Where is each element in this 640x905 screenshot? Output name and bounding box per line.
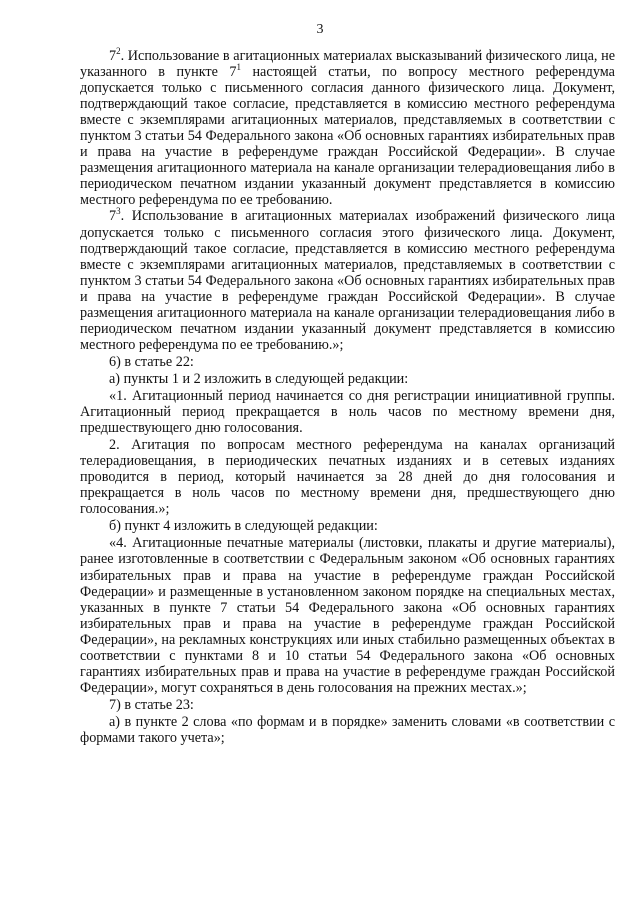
subpoint-6-article-22: 6) в статье 22: [109, 353, 194, 370]
clause-2-media-agitation: 2. Агитация по вопросам местного референдума на каналах организаций телерадиовещания, в периодических печатных изданиях и в сетевых изданиях проводится в период, который начинается за 28 дней до дня голосования и прекращается в ноль часов по местному времени дня, предшествующего дню голосования.»; [80, 437, 615, 518]
paragraph-text: . Использование в агитационных материалах высказываний физического лица, не указанного в пункте 7 [80, 48, 615, 81]
paragraph-number-superscript: 3 [116, 206, 121, 217]
paragraph-number: 7 [109, 208, 117, 225]
paragraph-number: 7 [109, 48, 117, 64]
subpoint-7-article-23: 7) в статье 23: [109, 696, 194, 713]
clause-4-printed-materials: «4. Агитационные печатные материалы (листовки, плакаты и другие материалы), ранее изготовленные в соответствии с Федеральным законом «Об основных гарантиях избирательных прав и права на участие в референдуме граждан Российской Федерации» и размещенные в установленном законом порядке на специальных местах, указанных в пункте 7 статьи 54 Федерального закона «Об основных гарантиях избирательных прав и права на участие в референдуме граждан Российской Федерации», на рекламных конструкциях или иных стабильно размещенных объектах в соответствии с пунктами 8 и 10 статьи 54 Федерального закона «Об основных гарантиях избирательных прав и права на участие в референдуме граждан Российской Федерации», могут сохраняться в день голосования на прежних местах.»; [80, 535, 615, 696]
subpoint-b-item-4: б) пункт 4 изложить в следующей редакции: [109, 518, 378, 535]
inline-reference-superscript: 1 [236, 62, 241, 73]
paragraph-text: . Использование в агитационных материалах изображений физического лица допускается только с письменного согласия этого физического лица. Документ, подтверждающий такое согласие, представляется в комиссию местного референдума вместе с экземплярами агитационных материалов, представляемых в соответствии с пунктом 3 статьи 54 Федерального закона «Об основных гарантиях избирательных прав и права на участие в референдуме граждан Российской Федерации». В случае размещения агитационного материала на канале организации телерадиовещания либо в периодическом печатном издании указанный документ представляется в комиссию местного референдума по ее требованию.»; [80, 208, 615, 353]
paragraph-text-continued: настоящей статьи, по вопросу местного референдума допускается только с письменного согласия данного физического лица. Документ, подтверждающий такое согласие, представляется в комиссию местного референдума вместе с экземплярами агитационных материалов, представляемых в соответствии с пунктом 3 статьи 54 Федерального закона «Об основных гарантиях избирательных прав и права на участие в референдуме граждан Российской Федерации». В случае размещения агитационного материала на канале организации телерадиовещания либо в периодическом печатном издании указанный документ представляется в комиссию местного референдума по ее требованию. [80, 64, 615, 209]
subpoint-a-items-1-2: а) пункты 1 и 2 изложить в следующей редакции: [109, 370, 409, 387]
page-number: 3 [316, 22, 324, 37]
paragraph-7-3 [80, 208, 615, 352]
clause-1-agitation-period: «1. Агитационный период начинается со дня регистрации инициативной группы. Агитационный период прекращается в ноль часов по местному времени дня, предшествующего дню голосования. [80, 387, 615, 437]
paragraph-7-2 [80, 48, 615, 208]
subpoint-a-item-2: а) в пункте 2 слова «по формам и в порядке» заменить словами «в соответствии с формами такого учета»; [80, 713, 615, 746]
paragraph-number-superscript: 2 [116, 46, 121, 56]
document-body [80, 48, 615, 746]
